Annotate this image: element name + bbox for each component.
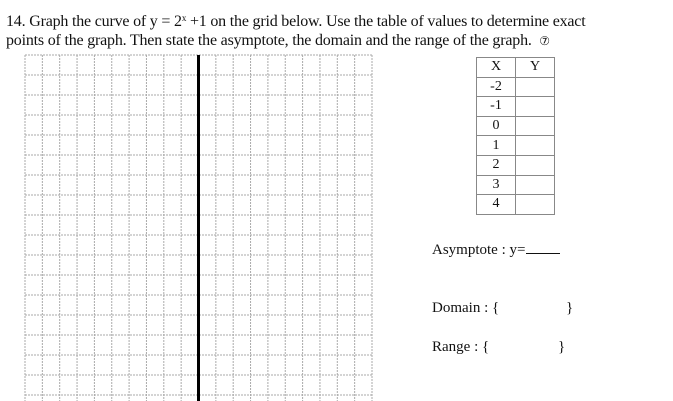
header-y: Y [516,58,555,78]
table-row [477,97,555,117]
table-row [477,155,555,175]
question-line1: Graph the curve of y = 2 [29,13,182,30]
y-cell[interactable] [516,77,555,97]
asymptote-blank[interactable] [526,241,560,254]
x-cell: 0 [477,116,516,136]
question-line2: points of the graph. Then state the asymptote, the domain and the range of the graph. [6,32,532,49]
y-cell[interactable] [516,136,555,156]
question-line1-end: +1 on the grid below. Use the table of values to determine exact [186,13,586,30]
question-number: 14. [6,13,26,30]
domain-label: Domain : { [432,300,500,316]
range-prompt [432,339,566,356]
table-row [477,116,555,136]
x-cell: 4 [477,195,516,215]
header-x: X [477,58,516,78]
table-header-row [477,58,555,78]
table-row [477,77,555,97]
asymptote-label: Asymptote : y= [432,242,526,258]
exponent: x [181,13,187,23]
range-label: Range : { [432,339,490,355]
points-marker: ⑦ [539,34,550,48]
x-cell: -1 [477,97,516,117]
table-row [477,175,555,195]
x-cell: 3 [477,175,516,195]
x-cell: -2 [477,77,516,97]
domain-prompt [432,300,574,317]
domain-close: } [566,300,574,316]
y-cell[interactable] [516,195,555,215]
x-cell: 1 [477,136,516,156]
y-cell[interactable] [516,116,555,136]
y-cell[interactable] [516,155,555,175]
y-cell[interactable] [516,175,555,195]
table-row [477,136,555,156]
table-row [477,195,555,215]
asymptote-prompt [432,241,560,259]
x-cell: 2 [477,155,516,175]
table-of-values [476,57,555,215]
range-close: } [558,339,566,355]
y-cell[interactable] [516,97,555,117]
